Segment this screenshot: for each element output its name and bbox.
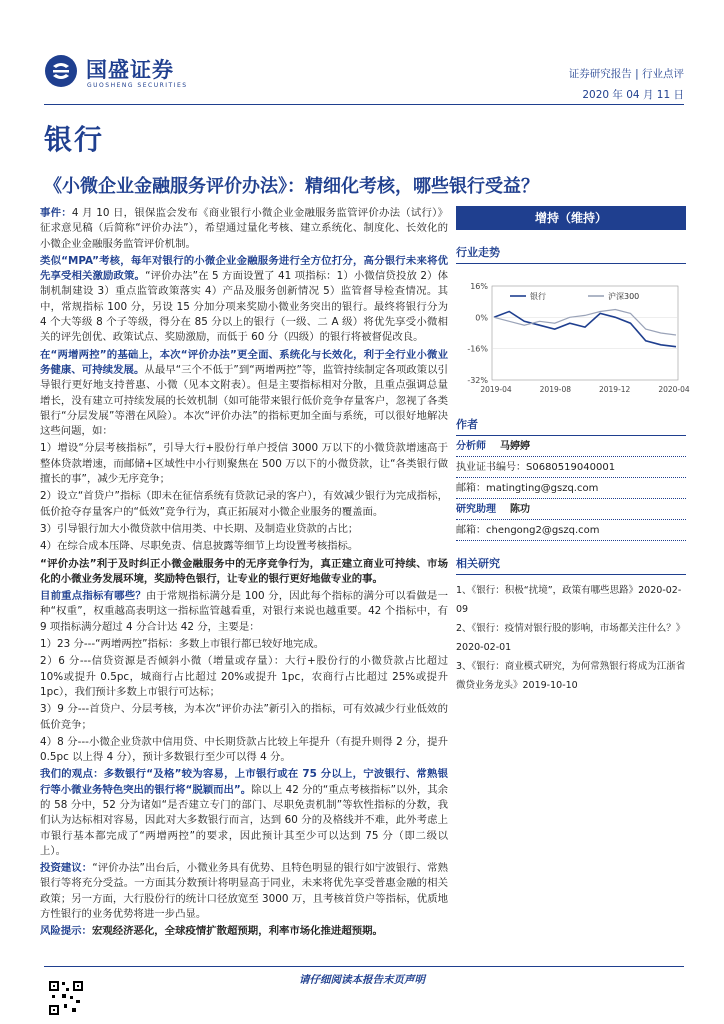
legend-label: 银行 [530, 292, 546, 301]
list-item: 1）增设“分层考核指标”，引导大行+股份行单户授信 3000 万以下的小微贷款增速高于整体贷款增速，而邮储+区域性中小行则聚焦在 500 万以下的小微贷款，让“各类银行做擅长的事”，减少无序竞争； [40, 442, 448, 486]
sector-title: 银行 [44, 123, 105, 156]
trend-chart [456, 272, 690, 402]
mpa-paragraph: 类似“MPA”考核，每年对银行的小微企业金融服务进行全方位打分，高分银行未来将优先享受相关激励政策。“评价办法”在 5 方面设置了 41 项指标：1）小微信贷投放 2）体制机制建设 3）重点监管政策落实 4）产品及服务创新情况 5）监管督导检查情况。其中，常规指标 100 分，另设 15 分加分项来奖励小微业务突出的银行。最终将银行分为 4 个大等级 8 个子等级，得分在 85 分以上的银行（一级、二 A 级）将优先享受小微相关的评先创优、政策试点、奖励激励，而低于 60 分（四级）的银行将被督促改良。 [40, 254, 448, 344]
report-date: 2020 年 04 月 11 日 [582, 89, 684, 101]
event-paragraph: 事件：4 月 10 日，银保监会发布《商业银行小微企业金融服务监管评价办法（试行）》征求意见稿（后简称“评价办法”），希望通过量化考核、建立系统化、制度化、长效化的小微企业金融服务监管评价机制。 [40, 207, 448, 250]
main-body [40, 206, 448, 942]
list-item: 2）设立“首贷户”指标（即未在征信系统有贷款记录的客户），有效减少银行为完成指标，低价抢夺存量客户的“低效”竞争行为，真正拓展对小微企业服务的覆盖面。 [40, 490, 448, 518]
author-block [456, 436, 686, 541]
list-item: 3）引导银行加大小微贷款中信用类、中长期、及制造业贷款的占比； [40, 522, 359, 535]
list-item: 4）8 分---小微企业贷款中信用贷、中长期贷款占比较上年提升（有提升则得 2 分，提升 0.5pc 以上得 4 分），预计多数银行至少可以得 4 分。 [40, 735, 448, 764]
assistant-label: 研究助理 [456, 504, 496, 515]
trend-title: 行业走势 [456, 244, 686, 264]
author-title: 作者 [456, 416, 686, 436]
summary-paragraph: “评价办法”利于及时纠正小微金融服务中的无序竞争行为，真正建立商业可持续、市场化的小微业务发展环境，奖励特色银行，让专业的银行更好地做专业的事。 [40, 557, 448, 585]
footer-divider [44, 966, 684, 967]
y-tick-label: -32% [467, 376, 488, 385]
analyst-label: 分析师 [456, 441, 486, 452]
rating-badge: 增持（维持） [456, 206, 686, 230]
logo-name-en: GUOSHENG SECURITIES [87, 82, 188, 89]
x-tick-label: 2019-12 [598, 385, 631, 394]
company-logo [44, 52, 244, 96]
y-tick-label: 16% [470, 282, 488, 291]
list-item: 1）23 分---“两增两控”指标：多数上市银行都已较好地完成。 [40, 638, 325, 651]
assistant-name: 陈功 [510, 504, 530, 515]
key-indicators-paragraph: 目前重点指标有哪些？由于常规指标满分是 100 分，因此每个指标的满分可以看做是一种“权重”，权重越高表明这一指标监管越看重，对银行来说也越重要。42 个指标中，有 9 项指标满分超过 4 分合计达 42 分，主要是： [40, 590, 449, 633]
report-headline: 《小微企业金融服务评价办法》：精细化考核，哪些银行受益？ [44, 176, 539, 197]
chart-frame [492, 286, 678, 380]
analyst-name: 马婷婷 [500, 441, 530, 452]
y-tick-label: -16% [467, 344, 488, 354]
x-tick-label: 2019-04 [480, 385, 512, 394]
logo-name-cn: 国盛证券 [86, 58, 174, 82]
view-paragraph: 我们的观点：多数银行“及格”较为容易，上市银行或在 75 分以上，宁波银行、常熟银行等小微业务特色突出的银行将“脱颖而出”。除以上 42 分的“重点考核指标”以外，其余的 58 分中，52 分为诸如“是否建立专门的部门、尽职免责机制”等软性指标的分数，我们认为达标相对容易，因此对大多数银行而言，达到 60 分的及格线并不难，此外考虑上市银行基本都完成了“两增两控”的要求，因此预计其至少可以达到 75 分（即二级以上）。 [40, 768, 449, 857]
related-list [456, 581, 686, 695]
risk-paragraph: 风险提示：宏观经济恶化，全球疫情扩散超预期，利率市场化推进超预期。 [40, 925, 383, 938]
y-tick-label: 0% [475, 313, 488, 323]
analyst-email[interactable]: 邮箱：matingting@gszq.com [456, 478, 686, 499]
header-divider [44, 104, 684, 105]
series-line-bank [494, 312, 676, 347]
assistant-email[interactable]: 邮箱：chengong2@gszq.com [456, 520, 686, 541]
report-type: 证券研究报告 | 行业点评 [568, 68, 684, 80]
two-increase-paragraph: 在“两增两控”的基础上，本次“评价办法”更全面、系统化与长效化，利于全行业小微业务健康、可持续发展。从最早“三个不低于”到“两增两控”等，监管持续制定各项政策以引导银行更好地支持普惠、小微（见本文附表）。但是主要指标相对分散，且重点强调总量增长，没有建立可持续发展的长效机制（如可能带来银行低价竞争存量客户，忽视了各类银行“分层发展”等潜在风险）。本次“评价办法”的指标更加全面与系统，可以很好地解决这些问题，如： [40, 348, 449, 438]
x-tick-label: 2019-08 [539, 385, 572, 394]
related-title: 相关研究 [456, 555, 686, 575]
series-line-hs300 [494, 310, 676, 336]
related-item[interactable]: 1、《银行：积极“扰境”，政策有哪些思路》2020-02-09 [456, 585, 682, 615]
list-item: 2）6 分---信贷资源是否倾斜小微（增量或存量）：大行+股份行的小微贷款占比超过 10%或提升 0.5pc，城商行占比超过 20%或提升 1pc，农商行占比超过 25%或提升 1pc），我们预计多数上市银行可达标； [40, 655, 448, 698]
list-item: 4）在综合成本压降、尽职免责、信息披露等细节上均设置考核指标。 [40, 540, 359, 553]
legend-label: 沪深300 [608, 292, 640, 301]
analyst-cert: 执业证书编号：S0680519040001 [456, 457, 686, 478]
logo-mark-icon [44, 54, 78, 88]
investment-paragraph: 投资建议：“评价办法”出台后，小微业务具有优势、且特色明显的银行如宁波银行、常熟银行等将充分受益。一方面其分数预计将明显高于同业，未来将优先享受普惠金融的相关政策；另一方面，大行股份行的统计口径放宽至 3000 万，且考核首贷户等指标，优质地方性银行的业务优势将进一步凸显。 [40, 862, 449, 921]
sidebar [456, 206, 690, 695]
trend-chart-svg [456, 272, 690, 402]
x-tick-label: 2020-04 [658, 385, 690, 394]
related-item[interactable]: 3、《银行：商业模式研究，为何常熟银行将成为江浙省微贷业务龙头》2019-10-10 [456, 661, 686, 691]
related-item[interactable]: 2、《银行：疫情对银行股的影响，市场都关注什么？》2020-02-01 [456, 623, 686, 653]
list-item: 3）9 分---首贷户、分层考核，为本次“评价办法”新引入的指标，可有效减少行业低效的低价竞争； [40, 703, 448, 731]
footer-notice: 请仔细阅读本报告末页声明 [299, 974, 425, 986]
